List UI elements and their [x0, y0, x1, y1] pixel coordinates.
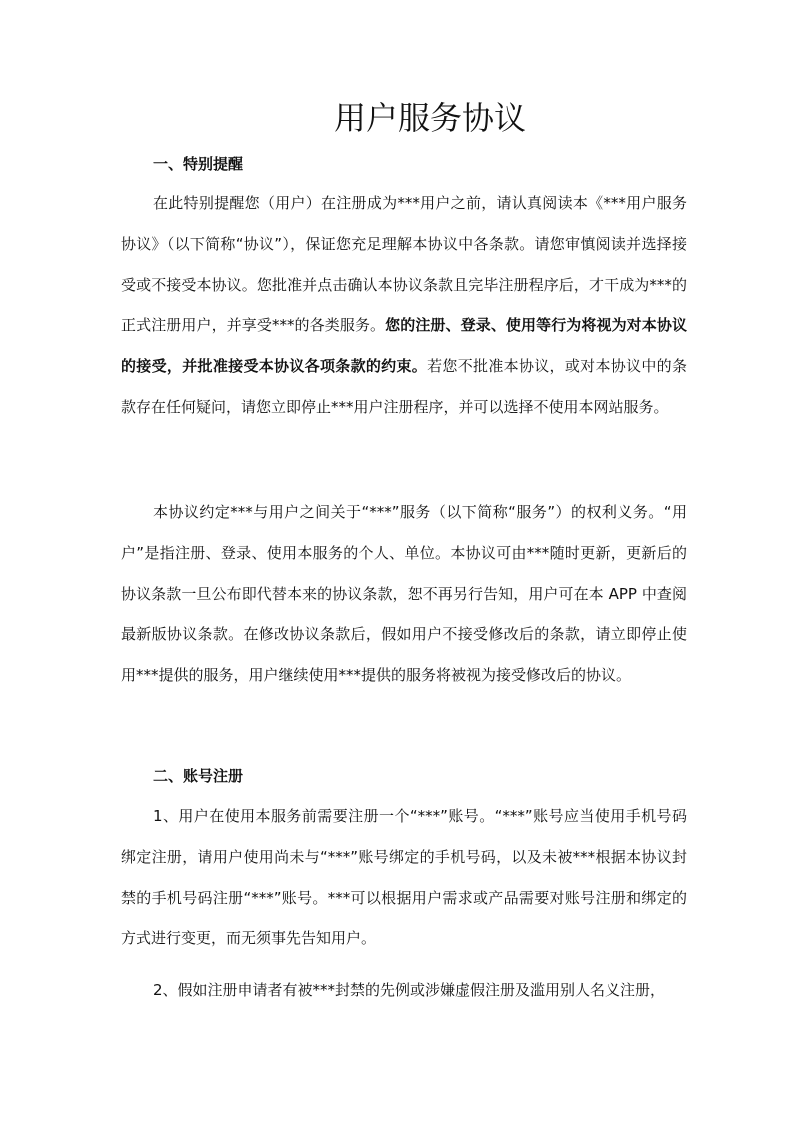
paragraph-agreement-scope: 本协议约定***与用户之间关于“***”服务（以下简称“服务”）的权利义务。“用户”是指注册、登录、使用本服务的个人、单位。本协议可由***随时更新，更新后的协议条款一旦公布即代替本来的协议条款，恕不再另行告知，用户可在本 APP 中查阅最新版协议条款。在修改协议条款后，假如用户不接受修改后的条款，请立即停止使用***提供的服务，用户继续使用***提供的服务将被视为接受修改后的协议。 [121, 503, 687, 685]
section-heading-account-registration: 二、账号注册 [153, 767, 244, 785]
paragraph-special-reminder [121, 183, 687, 428]
paragraph-text: 若您不批准本协议，或对本协议中的条款存在任何疑问，请您立即停止***用户注册程序，并可以选择不使用本网站服务。 [121, 357, 687, 416]
paragraph-registration-item-2: 2、假如注册申请者有被***封禁的先例或涉嫌虚假注册及滥用别人名义注册， [153, 981, 666, 999]
document-title: 用户服务协议 [333, 99, 526, 137]
paragraph-text: 在此特别提醒您（用户）在注册成为***用户之前，请认真阅读本《***用户服务协议》（以下简称“协议”），保证您充足理解本协议中各条款。请您审慎阅读并选择接受或不接受本协议。您批准并点击确认本协议条款且完毕注册程序后，才干成为***的正式注册用户，并享受***的各类服务。 [121, 194, 687, 335]
paragraph-registration-item-1: 1、用户在使用本服务前需要注册一个“***”账号。“***”账号应当使用手机号码绑定注册，请用户使用尚未与“***”账号绑定的手机号码，以及未被***根据本协议封禁的手机号码注册“***”账号。***可以根据用户需求或产品需要对账号注册和绑定的方式进行变更，而无须事先告知用户。 [121, 807, 687, 948]
bold-notice-text: 您的注册、登录、使用等行为将视为对本协议的接受，并批准接受本协议各项条款的约束。 [121, 316, 687, 376]
section-heading-special-reminder: 一、特别提醒 [153, 155, 244, 173]
